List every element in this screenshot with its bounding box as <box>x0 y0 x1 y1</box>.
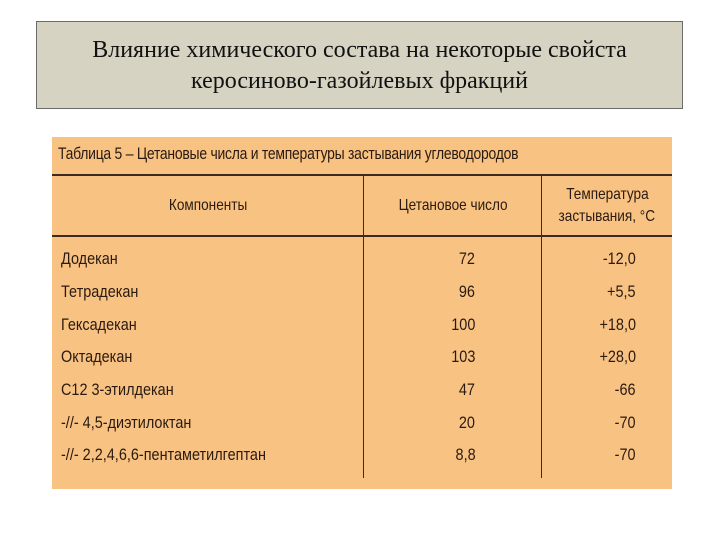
table-row <box>52 341 672 374</box>
data-table <box>52 174 672 478</box>
table-image-panel <box>52 137 672 489</box>
table-caption: Таблица 5 – Цетановые числа и температуры застывания углеводородов <box>58 144 519 163</box>
cell-component: -//- 4,5-диэтилоктан <box>52 406 364 439</box>
cell-cetane: 96 <box>364 276 542 309</box>
cell-component: Октадекан <box>52 341 364 374</box>
table-row <box>52 308 672 341</box>
cell-pour-point: +18,0 <box>599 314 636 334</box>
table-header-row <box>52 175 672 236</box>
cell-cetane: 72 <box>364 236 542 276</box>
slide-title-line2: керосиново-газойлевых фракций <box>191 68 528 94</box>
cell-component: Гексадекан <box>52 308 364 341</box>
table-row <box>52 236 672 276</box>
cell-cetane: 8,8 <box>364 439 542 478</box>
cell-component: Тетрадекан <box>52 276 364 309</box>
header-cetane: Цетановое число <box>364 175 542 236</box>
table-row <box>52 439 672 478</box>
cell-component: С12 3-этилдекан <box>52 374 364 407</box>
cell-pour-point: -70 <box>615 445 636 465</box>
cell-cetane: 47 <box>364 374 542 407</box>
slide-title-line1: Влияние химического состава на некоторые свойста <box>92 37 627 63</box>
table-row <box>52 406 672 439</box>
cell-pour-point: -12,0 <box>603 249 636 269</box>
cell-component: Додекан <box>52 236 364 276</box>
cell-pour-point: -66 <box>615 380 636 400</box>
cell-cetane: 20 <box>364 406 542 439</box>
table-row <box>52 276 672 309</box>
slide-title-box <box>36 21 683 109</box>
cell-cetane: 103 <box>364 341 542 374</box>
header-pour-point: Температура застывания, °С <box>542 175 672 236</box>
cell-component: -//- 2,2,4,6,6-пентаметилгептан <box>52 439 364 478</box>
cell-cetane: 100 <box>364 308 542 341</box>
cell-pour-point: -70 <box>615 412 636 432</box>
header-components: Компоненты <box>52 175 364 236</box>
cell-pour-point: +5,5 <box>607 282 636 302</box>
table-row <box>52 374 672 407</box>
cell-pour-point: +28,0 <box>599 347 636 367</box>
